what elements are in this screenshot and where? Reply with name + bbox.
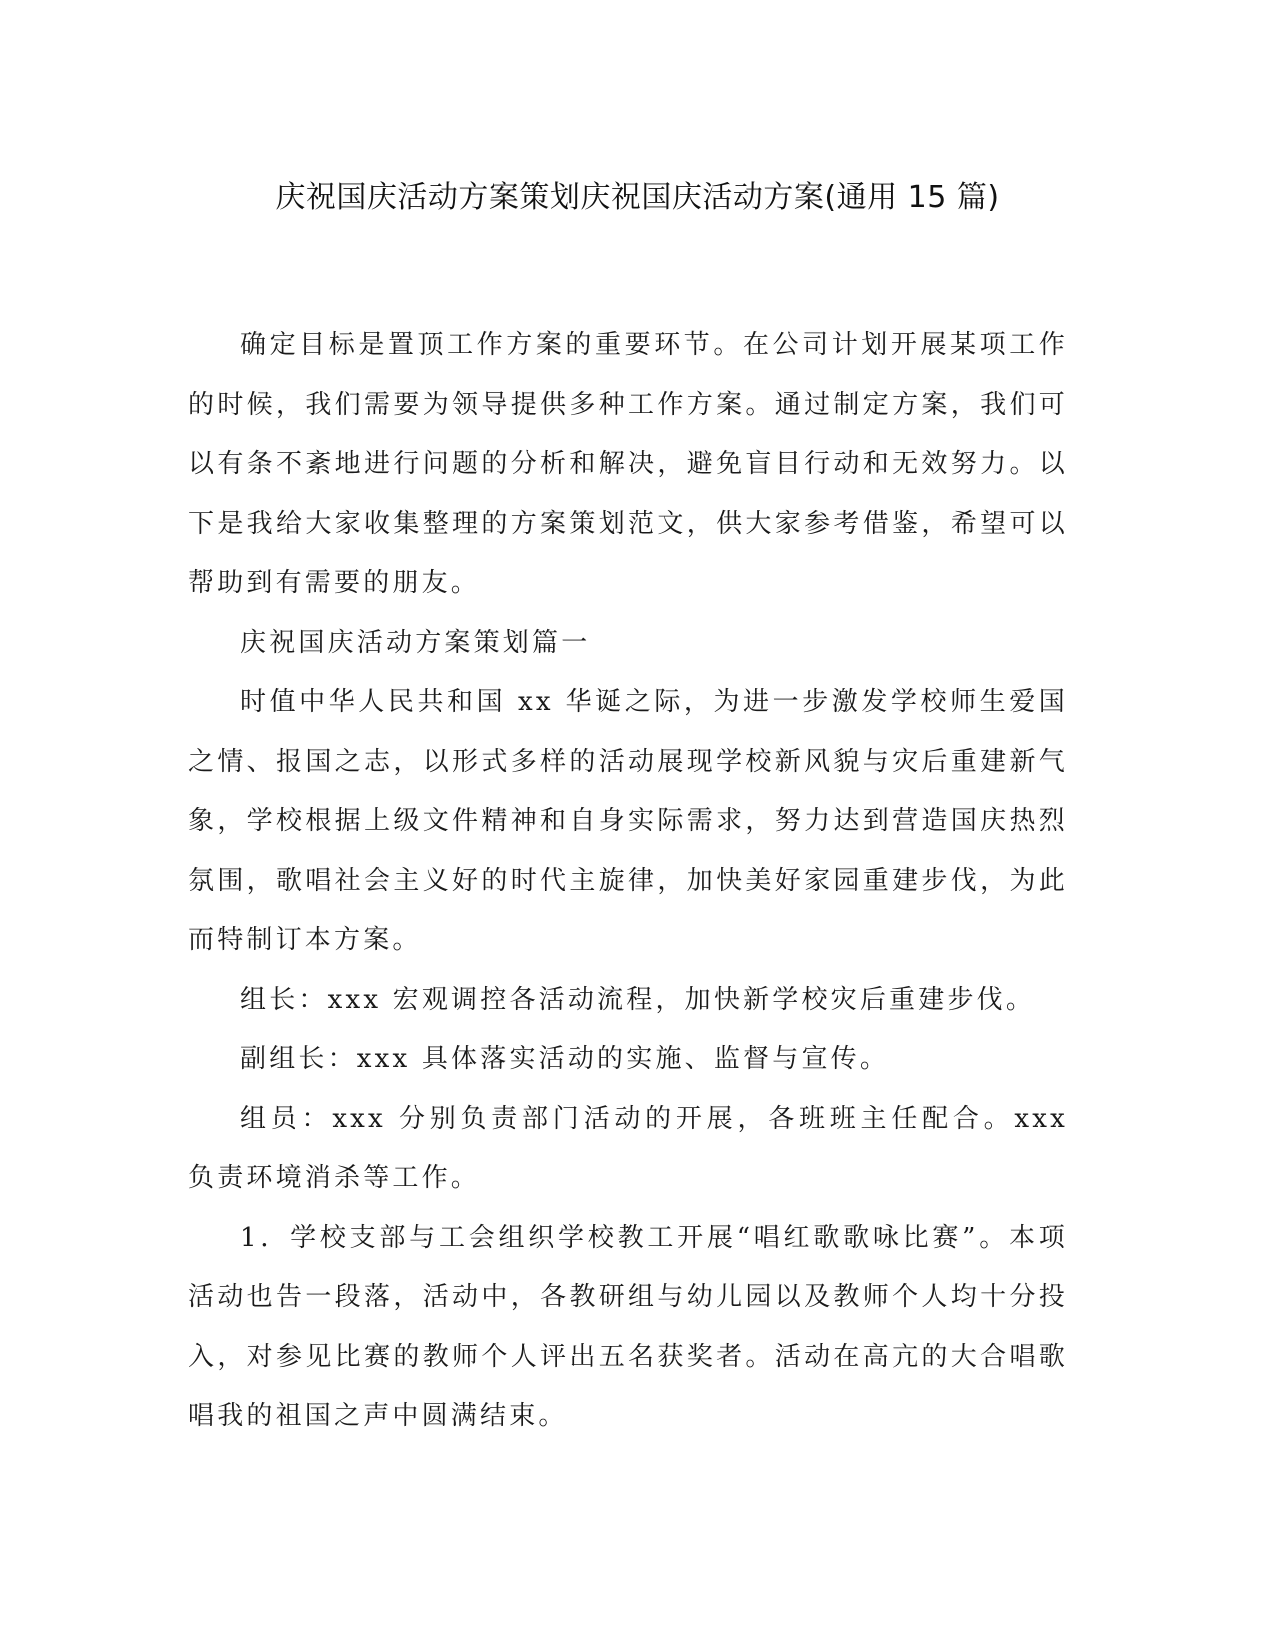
group-leader-paragraph: 组长：xxx 宏观调控各活动流程，加快新学校灾后重建步伐。 [240,984,1036,1015]
section-heading: 庆祝国庆活动方案策划篇一 [240,627,591,658]
document-title: 庆祝国庆活动方案策划庆祝国庆活动方案(通用 15 篇) [275,180,1000,215]
activity-item-paragraph: 1．学校支部与工会组织学校教工开展“唱红歌歌咏比赛”。本项活动也告一段落，活动中，各教研组与幼儿园以及教师个人均十分投入，对参见比赛的教师个人评出五名获奖者。活动在高亢的大合唱歌唱我的祖国之声中圆满结束。 [188,1222,1068,1431]
deputy-leader-paragraph: 副组长：xxx 具体落实活动的实施、监督与宣传。 [240,1044,890,1074]
intro-paragraph: 确定目标是置顶工作方案的重要环节。在公司计划开展某项工作的时候，我们需要为领导提供多种工作方案。通过制定方案，我们可以有条不紊地进行问题的分析和解决，避免盲目行动和无效努力。以下是我给大家收集整理的方案策划范文，供大家参考借鉴，希望可以帮助到有需要的朋友。 [188,330,1068,598]
document-body [188,316,1068,1447]
background-paragraph: 时值中华人民共和国 xx 华诞之际，为进一步激发学校师生爱国之情、报国之志，以形式多样的活动展现学校新风貌与灾后重建新气象，学校根据上级文件精神和自身实际需求，努力达到营造国庆热烈氛围，歌唱社会主义好的时代主旋律，加快美好家园重建步伐，为此而特制订本方案。 [188,687,1068,955]
members-paragraph: 组员：xxx 分别负责部门活动的开展，各班班主任配合。xxx 负责环境消杀等工作。 [188,1103,1068,1193]
